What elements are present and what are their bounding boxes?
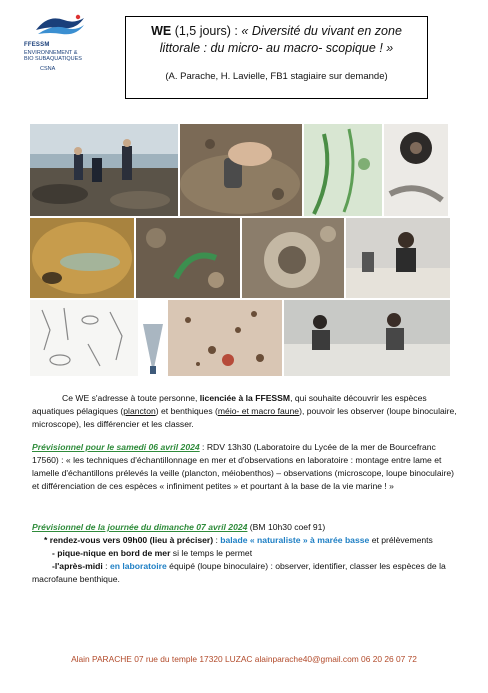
logo-csna: CSNA bbox=[40, 66, 56, 72]
title-line-2: littorale : du micro- au macro- scopique ! » bbox=[159, 41, 394, 55]
intro-paragraph: Ce WE s'adresse à toute personne, licenciée à la FFESSM, qui souhaite découvrir les espèces aquatiques pélagiques (plancton) et benthiques (méio- et macro faune), pouvoir les observer (loupe binoculaire, microscope), les différencier et les classer. bbox=[32, 393, 457, 429]
wave-logo-icon bbox=[34, 12, 86, 40]
photo-worm bbox=[30, 218, 134, 298]
saturday-paragraph: Prévisionnel pour le samedi 06 avril 2024 : RDV 13h30 (Laboratoire du Lycée de la mer de Bourcefranc 17560) : « les techniques d'échantillonnage en mer et d'observations en laboratoire : montage entre lame et lamelle d'échantillons prélevés la veille (plancton, méiobenthos) – observations (microscope, loupe binoculaire) et différenciation de ces espèces « infiniment petites » et pourtant à la base de la vie marine ! » bbox=[32, 442, 455, 491]
photo-hand-holding-core bbox=[180, 124, 302, 216]
photo-plankton-net bbox=[140, 300, 166, 376]
photo-lab-room bbox=[284, 300, 450, 376]
photo-lab-students bbox=[346, 218, 450, 298]
footer-contact: Alain PARACHE 07 rue du temple 17320 LUZAC alainparache40@gmail.com 06 20 26 07 72 bbox=[71, 654, 417, 664]
sunday-paragraph: Prévisionnel de la journée du dimanche 07 avril 2024 (BM 10h30 coef 91) * rendez-vous vers 09h00 (lieu à préciser) : balade « naturaliste » à marée basse et prélèvements - pique-nique en bord de mer si le temps le permet -l'après-midi : en laboratoire équipé (loupe binoculaire) : observer, identifier, classer les espèces de la macrofaune benthique. bbox=[32, 522, 446, 584]
photo-shore-algae bbox=[136, 218, 240, 298]
ffessm-logo bbox=[12, 12, 108, 92]
saturday-heading: Prévisionnel pour le samedi 06 avril 2024 bbox=[32, 442, 200, 452]
sunday-heading: Prévisionnel de la journée du dimanche 07 avril 2024 bbox=[32, 522, 248, 532]
title-box bbox=[125, 16, 428, 99]
logo-org: FFESSM bbox=[24, 42, 50, 48]
photo-microscope-algae bbox=[304, 124, 382, 216]
photo-plankton-drawing bbox=[30, 300, 138, 376]
photo-plankton-sample bbox=[168, 300, 282, 376]
logo-text: ENVIRONNEMENT & BIO SUBAQUATIQUES bbox=[24, 50, 82, 63]
title-line-1: WE (1,5 jours) : « Diversité du vivant en zone bbox=[151, 24, 402, 38]
title-authors: (A. Parache, H. Lavielle, FB1 stagiaire sur demande) bbox=[165, 71, 388, 82]
photo-sea-anemone bbox=[242, 218, 344, 298]
photo-microscope-organisms bbox=[384, 124, 448, 216]
photo-beach-sampling bbox=[30, 124, 178, 216]
